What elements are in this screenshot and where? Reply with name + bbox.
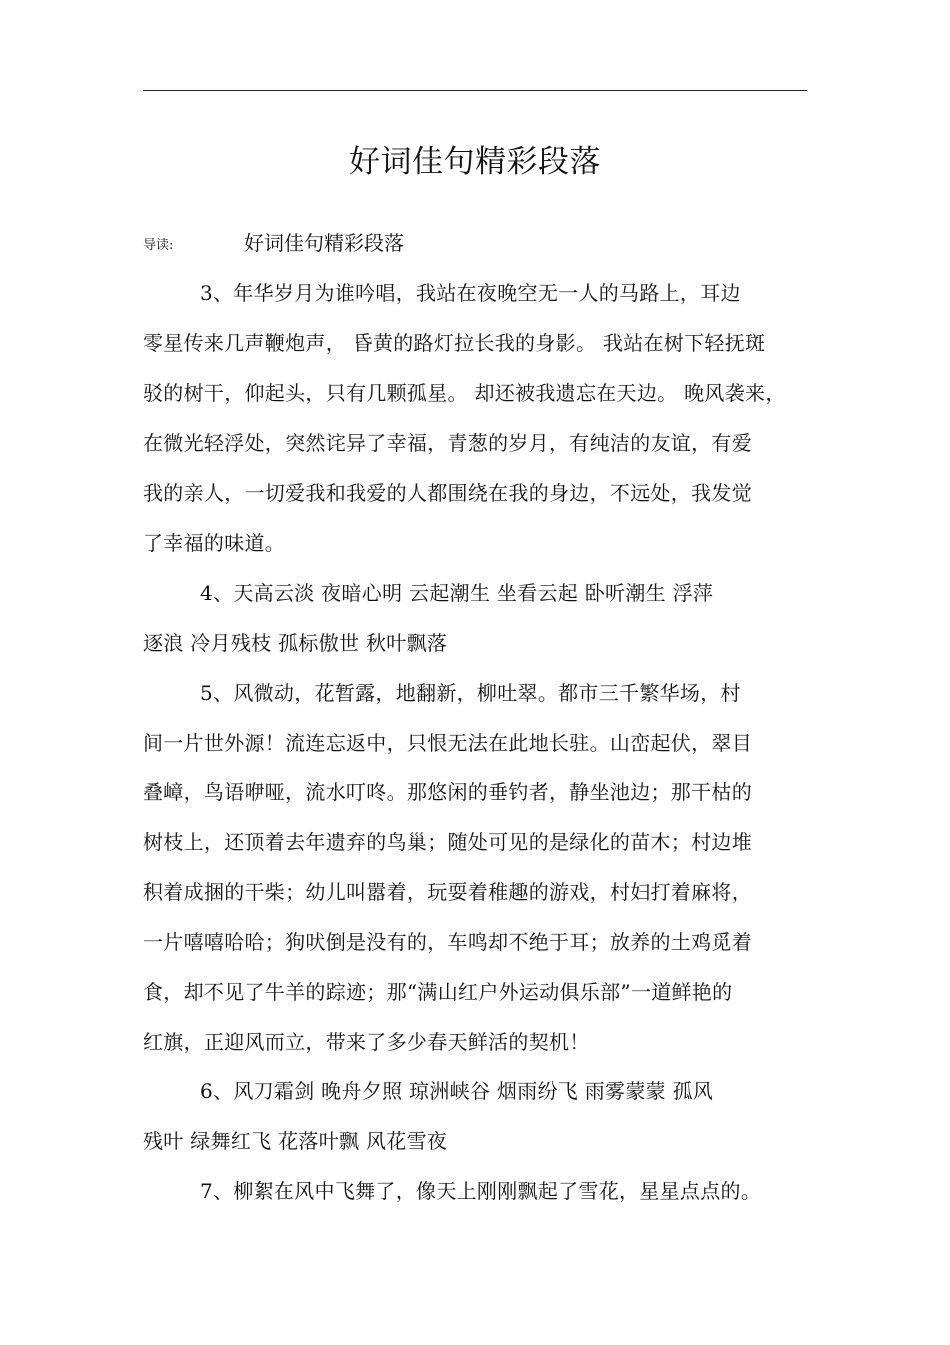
text-line: 4、天高云淡 夜暗心明 云起潮生 坐看云起 卧听潮生 浮萍 [200,581,714,605]
text-line: 逐浪 冷月残枝 孤标傲世 秋叶飘落 [143,631,448,655]
text-line: 叠嶂，鸟语咿哑，流水叮咚。那悠闲的垂钓者，静坐池边；那干枯的 [143,780,752,804]
top-divider [143,90,807,91]
text-line: 驳的树干，仰起头，只有几颗孤星。 却还被我遗忘在天边。 晚风袭来， [143,381,786,405]
text-line: 了幸福的味道。 [143,531,286,555]
text-line: 间一片世外源！流连忘返中，只恨无法在此地长驻。山峦起伏，翠目 [143,731,752,755]
text-line: 树枝上，还顶着去年遗弃的鸟巢；随处可见的是绿化的苗木；村边堆 [143,830,752,854]
text-line: 6、风刀霜剑 晚舟夕照 琼洲峡谷 烟雨纷飞 雨雾蒙蒙 孤风 [200,1079,714,1103]
text-line: 食，却不见了牛羊的踪迹；那“满山红户外运动俱乐部”一道鲜艳的 [143,980,733,1004]
text-line: 残叶 绿舞红飞 花落叶飘 风花雪夜 [143,1129,448,1153]
text-line: 我的亲人，一切爱我和我爱的人都围绕在我的身边，不远处，我发觉 [143,481,752,505]
text-line: 一片嘻嘻哈哈；狗吠倒是没有的，车鸣却不绝于耳；放养的土鸡觅着 [143,930,752,954]
text-line: 7、柳絮在风中飞舞了，像天上刚刚飘起了雪花，星星点点的。 [200,1179,762,1203]
text-line: 3、年华岁月为谁吟唱，我站在夜晚空无一人的马路上，耳边 [200,281,741,305]
document-title: 好词佳句精彩段落 [349,144,601,180]
text-line: 零星传来几声鞭炮声， 昏黄的路灯拉长我的身影。 我站在树下轻抚斑 [143,331,766,355]
text-line: 红旗，正迎风而立，带来了多少春天鲜活的契机！ [143,1030,590,1054]
intro-label: 导读: [143,238,174,253]
text-line: 积着成捆的干柴；幼儿叫嚣着，玩耍着稚趣的游戏，村妇打着麻将， [143,880,752,904]
intro-text: 好词佳句精彩段落 [244,231,404,255]
text-line: 5、风微动，花暂露，地翻新，柳吐翠。都市三千繁华场，村 [200,681,741,705]
text-line: 在微光轻浮处，突然诧异了幸福，青葱的岁月，有纯洁的友谊，有爱 [143,431,752,455]
